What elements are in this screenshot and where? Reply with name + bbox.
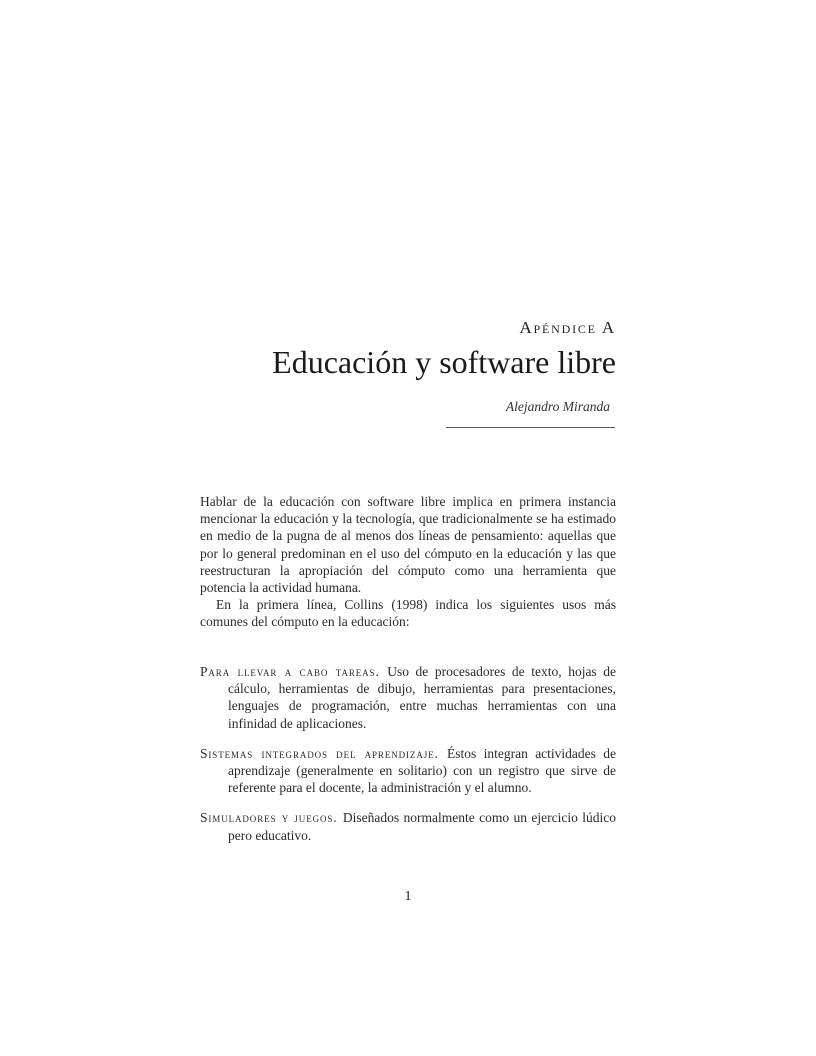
list-item-term: Sistemas integrados del aprendizaje. bbox=[200, 745, 448, 761]
appendix-label: Apéndice A bbox=[519, 318, 616, 337]
chapter-title: Educación y software libre bbox=[272, 344, 616, 380]
list-item bbox=[200, 745, 616, 797]
body-paragraph: En la primera línea, Collins (1998) indica los siguientes usos más comunes del cómputo en la educación: bbox=[200, 597, 616, 630]
list-item-description: Uso de procesadores de texto, hojas de cálculo, herramientas de dibujo, herramientas para presentaciones, lenguajes de programación, entre muchas herramientas con una infinidad de aplicaciones. bbox=[228, 664, 617, 731]
list-item bbox=[200, 809, 616, 843]
chapter-heading bbox=[272, 318, 616, 381]
list-item bbox=[200, 663, 616, 732]
list-item-description: Diseñados normalmente como un ejercicio lúdico pero educativo. bbox=[228, 810, 617, 843]
description-list bbox=[200, 663, 616, 857]
author-name: Alejandro Miranda bbox=[505, 399, 610, 414]
list-item-description: Éstos integran actividades de aprendizaje (generalmente en solitario) con un registro que sirve de referente para el docente, la administración y el alumno. bbox=[228, 745, 616, 796]
page-number: 1 bbox=[404, 889, 412, 904]
author-divider bbox=[446, 427, 615, 428]
list-item-term: Simuladores y juegos. bbox=[200, 810, 343, 826]
body-text bbox=[200, 493, 616, 631]
list-item-term: Para llevar a cabo tareas. bbox=[200, 664, 388, 679]
body-paragraph: Hablar de la educación con software libre implica en primera instancia mencionar la educación y la tecnología, que tradicionalmente se ha estimado en medio de la pugna de al menos dos líneas de pensamiento: aquellas que por lo general predominan en el uso del cómputo en la educación y las que reestructuran la apropiación del cómputo como una herramienta que potencia la actividad humana. bbox=[200, 494, 616, 596]
